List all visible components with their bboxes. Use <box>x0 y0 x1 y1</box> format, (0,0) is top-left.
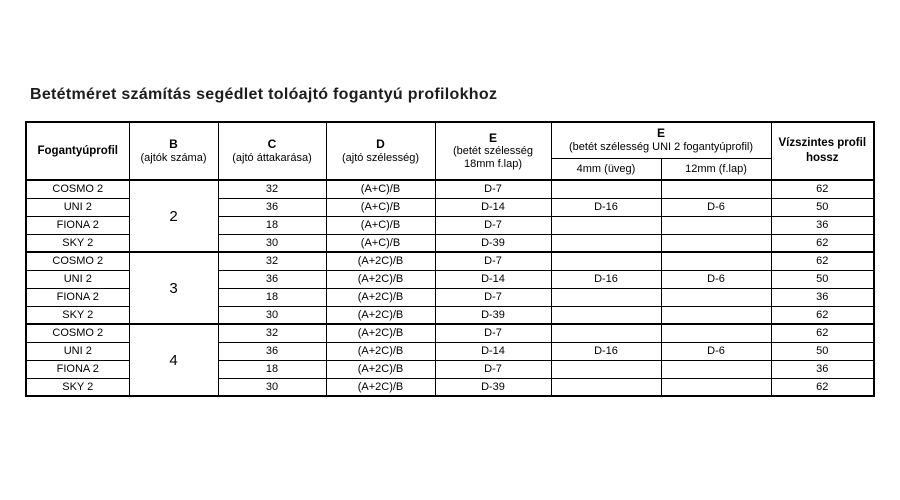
profile-cell: FIONA 2 <box>26 360 129 378</box>
vizszintes-hossz-cell: 62 <box>771 306 874 324</box>
profile-cell: COSMO 2 <box>26 180 129 198</box>
e-12mm-flap-cell <box>661 360 771 378</box>
d-cell: (A+2C)/B <box>326 270 435 288</box>
header-e-18mm <box>435 122 551 180</box>
e-4mm-uveg-cell <box>551 360 661 378</box>
e-18mm-cell: D-7 <box>435 252 551 270</box>
e-18mm-cell: D-14 <box>435 270 551 288</box>
e-18mm-cell: D-39 <box>435 234 551 252</box>
header-4mm-uveg: 4mm (üveg) <box>551 158 661 180</box>
e-4mm-uveg-cell <box>551 324 661 342</box>
vizszintes-hossz-cell: 36 <box>771 288 874 306</box>
vizszintes-hossz-cell: 62 <box>771 180 874 198</box>
vizszintes-hossz-cell: 62 <box>771 324 874 342</box>
d-cell: (A+2C)/B <box>326 342 435 360</box>
vizszintes-hossz-cell: 62 <box>771 378 874 396</box>
table-row <box>26 252 874 270</box>
profile-cell: UNI 2 <box>26 342 129 360</box>
d-cell: (A+2C)/B <box>326 360 435 378</box>
d-cell: (A+C)/B <box>326 198 435 216</box>
e-4mm-uveg-cell <box>551 216 661 234</box>
d-cell: (A+C)/B <box>326 216 435 234</box>
c-cell: 18 <box>218 216 326 234</box>
c-cell: 18 <box>218 360 326 378</box>
e-12mm-flap-cell <box>661 288 771 306</box>
e-12mm-flap-cell <box>661 216 771 234</box>
e-4mm-uveg-cell <box>551 378 661 396</box>
c-cell: 32 <box>218 180 326 198</box>
e-4mm-uveg-cell: D-16 <box>551 342 661 360</box>
header-e18-label: E <box>488 130 497 145</box>
profile-cell: SKY 2 <box>26 378 129 396</box>
c-cell: 32 <box>218 324 326 342</box>
b-group-cell: 3 <box>129 252 218 324</box>
table-row <box>26 180 874 198</box>
e-12mm-flap-cell <box>661 252 771 270</box>
e-18mm-cell: D-39 <box>435 306 551 324</box>
c-cell: 36 <box>218 270 326 288</box>
vizszintes-hossz-cell: 50 <box>771 198 874 216</box>
e-4mm-uveg-cell: D-16 <box>551 270 661 288</box>
e-4mm-uveg-cell <box>551 180 661 198</box>
c-cell: 36 <box>218 198 326 216</box>
table-body <box>26 180 874 396</box>
header-c-sub: (ajtó áttakarása) <box>232 151 312 164</box>
e-12mm-flap-cell: D-6 <box>661 198 771 216</box>
profile-cell: FIONA 2 <box>26 288 129 306</box>
e-18mm-cell: D-39 <box>435 378 551 396</box>
vizszintes-hossz-cell: 36 <box>771 216 874 234</box>
header-c <box>218 122 326 180</box>
header-e18-sub: (betét szélesség 18mm f.lap) <box>452 145 534 171</box>
header-b <box>129 122 218 180</box>
profile-cell: FIONA 2 <box>26 216 129 234</box>
vizszintes-hossz-cell: 62 <box>771 252 874 270</box>
e-4mm-uveg-cell <box>551 306 661 324</box>
table-header <box>26 122 874 180</box>
header-12mm-flap: 12mm (f.lap) <box>661 158 771 180</box>
d-cell: (A+2C)/B <box>326 306 435 324</box>
header-e-uni2 <box>551 122 771 158</box>
e-18mm-cell: D-7 <box>435 180 551 198</box>
e-12mm-flap-cell: D-6 <box>661 342 771 360</box>
e-12mm-flap-cell <box>661 306 771 324</box>
vizszintes-hossz-cell: 36 <box>771 360 874 378</box>
e-4mm-uveg-cell <box>551 252 661 270</box>
header-d <box>326 122 435 180</box>
header-vizszintes-profil-hossz: Vízszintes profil hossz <box>771 122 874 180</box>
vizszintes-hossz-cell: 50 <box>771 270 874 288</box>
profile-cell: COSMO 2 <box>26 324 129 342</box>
e-4mm-uveg-cell: D-16 <box>551 198 661 216</box>
header-d-label: D <box>376 137 385 152</box>
c-cell: 36 <box>218 342 326 360</box>
e-18mm-cell: D-7 <box>435 288 551 306</box>
profile-cell: UNI 2 <box>26 270 129 288</box>
e-12mm-flap-cell <box>661 378 771 396</box>
d-cell: (A+2C)/B <box>326 324 435 342</box>
vizszintes-hossz-cell: 62 <box>771 234 874 252</box>
c-cell: 32 <box>218 252 326 270</box>
profile-cell: COSMO 2 <box>26 252 129 270</box>
d-cell: (A+2C)/B <box>326 288 435 306</box>
d-cell: (A+C)/B <box>326 234 435 252</box>
profile-cell: UNI 2 <box>26 198 129 216</box>
e-12mm-flap-cell: D-6 <box>661 270 771 288</box>
page-title: Betétméret számítás segédlet tolóajtó fogantyú profilokhoz <box>30 86 498 103</box>
e-18mm-cell: D-14 <box>435 342 551 360</box>
e-18mm-cell: D-7 <box>435 324 551 342</box>
e-12mm-flap-cell <box>661 180 771 198</box>
e-12mm-flap-cell <box>661 234 771 252</box>
header-c-label: C <box>267 137 277 152</box>
d-cell: (A+2C)/B <box>326 252 435 270</box>
vizszintes-hossz-cell: 50 <box>771 342 874 360</box>
e-4mm-uveg-cell <box>551 288 661 306</box>
table-row <box>26 324 874 342</box>
b-group-cell: 4 <box>129 324 218 396</box>
header-e-uni2-sub: (betét szélesség UNI 2 fogantyúprofil) <box>568 140 754 153</box>
d-cell: (A+C)/B <box>326 180 435 198</box>
c-cell: 18 <box>218 288 326 306</box>
header-b-sub: (ajtók száma) <box>140 151 207 164</box>
header-b-label: B <box>169 137 178 152</box>
c-cell: 30 <box>218 234 326 252</box>
header-e-uni2-label: E <box>657 126 666 141</box>
profile-cell: SKY 2 <box>26 234 129 252</box>
c-cell: 30 <box>218 306 326 324</box>
d-cell: (A+2C)/B <box>326 378 435 396</box>
b-group-cell: 2 <box>129 180 218 252</box>
c-cell: 30 <box>218 378 326 396</box>
header-row-main <box>26 122 874 158</box>
e-18mm-cell: D-14 <box>435 198 551 216</box>
insert-size-table <box>25 121 875 397</box>
header-d-sub: (ajtó szélesség) <box>341 151 420 164</box>
header-fogantyuprofil: Fogantyúprofil <box>26 122 129 180</box>
e-4mm-uveg-cell <box>551 234 661 252</box>
e-12mm-flap-cell <box>661 324 771 342</box>
e-18mm-cell: D-7 <box>435 360 551 378</box>
e-18mm-cell: D-7 <box>435 216 551 234</box>
profile-cell: SKY 2 <box>26 306 129 324</box>
